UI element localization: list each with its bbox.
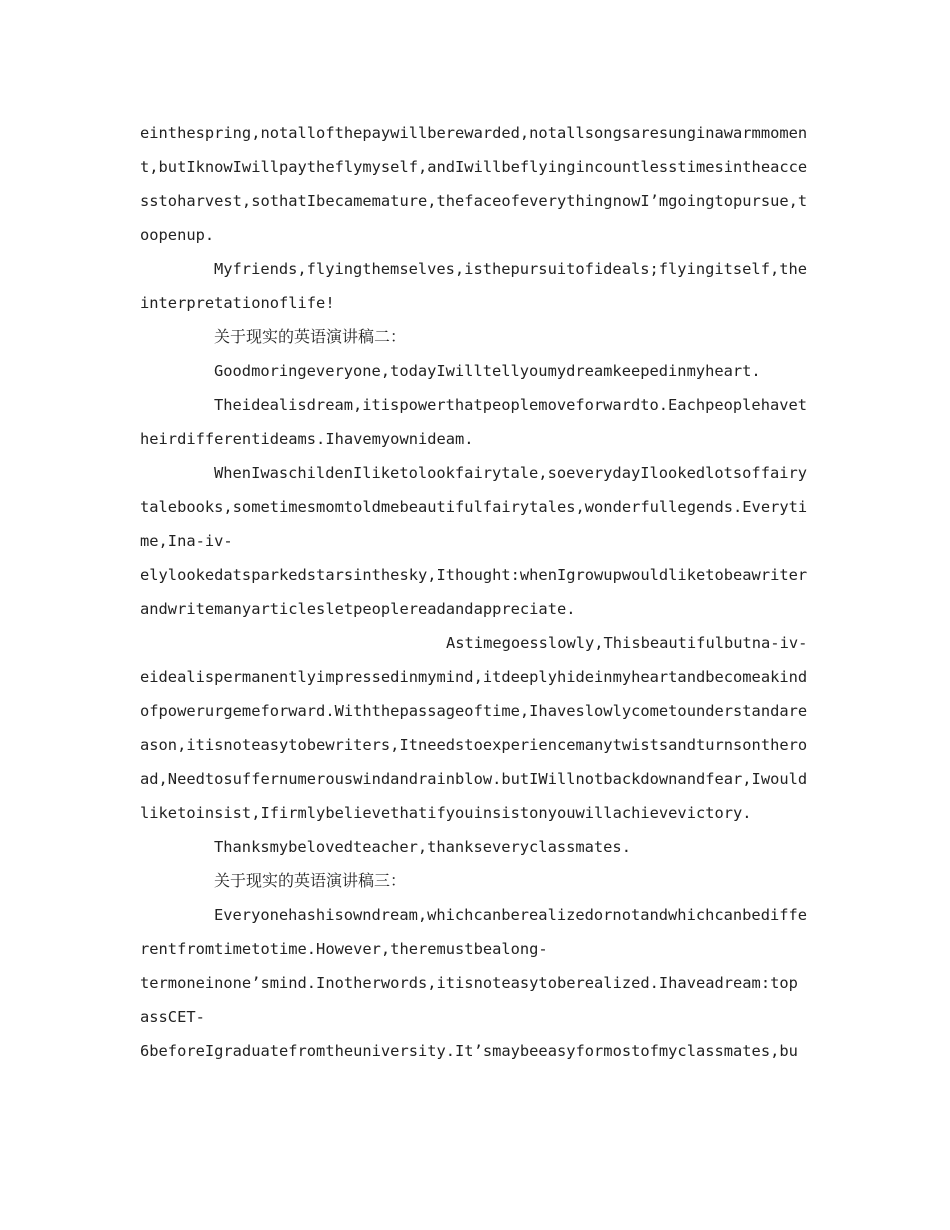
text-line: eidealispermanentlyimpressedinmymind,itdeeplyhideinmyheartandbecomeakind — [140, 668, 808, 686]
paragraph-start-line: Astimegoesslowly,Thisbeautifulbutna-iv- — [446, 634, 808, 652]
text-line: rentfromtimetotime.However,theremustbealong- — [140, 940, 548, 958]
text-line: ason,itisnoteasytobewriters,Itneedstoexperiencemanytwistsandturnsonthero — [140, 736, 808, 754]
text-line: 6beforeIgraduatefromtheuniversity.It’smaybeeasyformostofmyclassmates,bu — [140, 1042, 798, 1060]
text-line: talebooks,sometimesmomtoldmebeautifulfairytales,wonderfullegends.Everyti — [140, 498, 808, 516]
text-line: heirdifferentideams.Ihavemyownideam. — [140, 430, 474, 448]
paragraph-start-line: Everyonehashisowndream,whichcanberealizedornotandwhichcanbediffe — [214, 906, 808, 924]
text-line: einthespring,notallofthepaywillberewarded,notallsongsaresunginawarmmomen — [140, 124, 808, 142]
text-line: interpretationoflife! — [140, 294, 335, 312]
paragraph-start-line: Theidealisdream,itispowerthatpeoplemoveforwardto.Eachpeoplehavet — [214, 396, 808, 414]
text-line: sstoharvest,sothatIbecamemature,thefaceofeverythingnowI’mgoingtopursue,t — [140, 192, 808, 210]
paragraph-start-line: Thanksmybelovedteacher,thankseveryclassmates. — [214, 838, 631, 856]
section-heading: 关于现实的英语演讲稿三： — [214, 871, 407, 890]
text-line: oopenup. — [140, 226, 215, 244]
document-body — [140, 116, 812, 1068]
text-line: termoneinone’smind.Inotherwords,itisnoteasytoberealized.Ihaveadream:top — [140, 974, 798, 992]
paragraph-start-line: WhenIwaschildenIliketolookfairytale,soeverydayIlookedlotsoffairy — [214, 464, 808, 482]
section-heading: 关于现实的英语演讲稿二： — [214, 327, 407, 346]
text-line: liketoinsist,Ifirmlybelievethatifyouinsistonyouwillachievevictory. — [140, 804, 752, 822]
paragraph-start-line: Myfriends,flyingthemselves,isthepursuitofideals;flyingitself,the — [214, 260, 808, 278]
paragraph-start-line: Goodmoringeveryone,todayIwilltellyoumydreamkeepedinmyheart. — [214, 362, 761, 380]
text-line: elylookedatsparkedstarsinthesky,Ithought:whenIgrowupwouldliketobeawriter — [140, 566, 808, 584]
text-line: andwritemanyarticlesletpeoplereadandappreciate. — [140, 600, 576, 618]
text-line: me,Ina-iv- — [140, 532, 233, 550]
text-line: ofpowerurgemeforward.Withthepassageoftime,Ihaveslowlycometounderstandare — [140, 702, 808, 720]
text-line: ad,Needtosuffernumerouswindandrainblow.butIWillnotbackdownandfear,Iwould — [140, 770, 808, 788]
text-line: assCET- — [140, 1008, 205, 1026]
text-line: t,butIknowIwillpaytheflymyself,andIwillbeflyingincountlesstimesintheacce — [140, 158, 808, 176]
